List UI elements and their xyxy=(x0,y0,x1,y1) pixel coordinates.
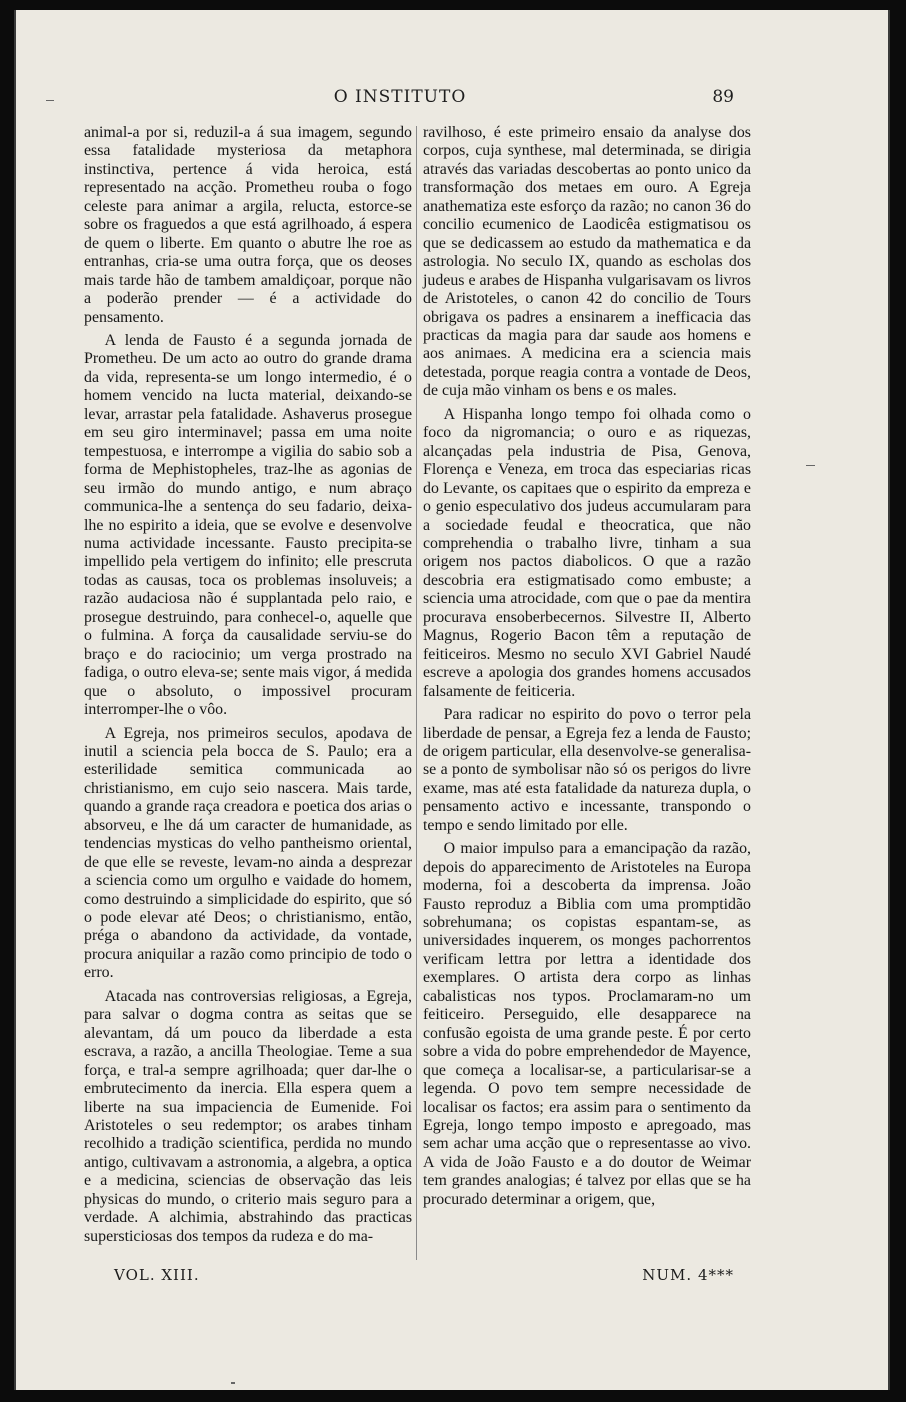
paragraph: O maior impulso para a emancipação da razão, depois do apparecimento de Aristoteles na Europa moderna, foi a descoberta da imprensa. João Fausto reproduz a Biblia com uma promptidão sobrehumana; os copistas espantam-se, as universidades inquerem, os monges pachorrentos verificam lettra por lettra a identidade dos exemplares. O artista dera corpo as linhas cabalisticas nos typos. Proclamaram-no um feiticeiro. Perseguido, elle desapparece na confusão egoista de uma grande peste. É por certo sobre a vida do pobre emprehendedor de Mayence, que começa a localisar-se, a particularisar-se a legenda. O povo tem sempre necessidade de localisar os factos; era assim para o sentimento da Egreja, longo tempo imposto e apregoado, mas sem achar uma acção que o representasse ao vivo. A vida de João Fausto e a do doutor de Weimar tem grandes analogias; é talvez por ellas que se ha procurado determinar a origem, que, xyxy=(423,840,751,1208)
page-number: 89 xyxy=(712,87,734,107)
paragraph: Atacada nas controversias religiosas, a Egreja, para salvar o dogma contra as seitas que se alevantam, dá um pouco da liberdade a esta escrava, a razão, a ancilla Theologiae. Teme a sua força, e tral-a sempre agrilhoada; quer dar-lhe o embrutecimento da inercia. Ella espera quem a liberte na sua impaciencia de Eumenide. Foi Aristoteles o seu redemptor; os arabes tinham recolhido a tradição scientifica, perdida no mundo antigo, cultivavam a astronomia, a algebra, a optica e a medicina, sciencias de observação das leis physicas do mundo, o criterio mais seguro para a verdade. A alchimia, abstrahindo das practicas supersticiosas dos tempos da rudeza e do ma- xyxy=(84,987,412,1245)
scan-mark xyxy=(806,465,815,466)
paragraph: Para radicar no espirito do povo o terror pela liberdade de pensar, a Egreja fez a lenda de Fausto; de origem particular, ella desenvolve-se generalisa-se a ponto de symbolisar não só os perigos do livre exame, mas até esta fatalidade da natureza dupla, o pensamento activo e incessante, transpondo o tempo e sendo limitado por elle. xyxy=(423,706,751,834)
paragraph: ravilhoso, é este primeiro ensaio da analyse dos corpos, cuja synthese, mal determinada, se dirigia através das variadas descobertas ao ponto unico da transformação dos metaes em ouro. A Egreja anathematiza este esforço da razão; no canon 36 do concilio ecumenico de Laodicêa estigmatisou os que se dedicassem ao estudo da mathematica e da astrologia. No seculo IX, quando as escholas dos judeus e arabes de Hispanha vulgarisavam os livros de Aristoteles, o canon 42 do concilio de Tours obrigava os padres a ensinarem a inefficacia das practicas da magia para dar saude aos homens e aos animaes. A medicina era a sciencia mais detestada, porque reagia contra a vontade de Deos, de cuja mão vinham os bens e os males. xyxy=(423,124,751,400)
page-header xyxy=(66,87,734,113)
paragraph: A lenda de Fausto é a segunda jornada de Prometheu. De um acto ao outro do grande drama da vida, representa-se um longo intermedio, é o homem vencido na lucta material, deixando-se levar, arrastar pela fatalidade. Ashaverus prosegue em seu giro interminavel; passa em uma noite tempestuosa, e interrompe a vigilia do sabio sob a forma de Mephistopheles, traz-lhe as agonias de seu irmão do mundo antigo, e num abraço communica-lhe a sentença do seu fadario, deixa-lhe no espirito a ideia, que se evolve e desenvolve numa actividade incessante. Fausto precipita-se impellido pela vertigem do infinito; elle prescruta todas as causas, toca os problemas insoluveis; a razão audaciosa não é supplantada pelo raio, e prosegue destruindo, para conhecel-o, aquelle que o fulmina. A força da causalidade serviu-se do braço e do raciocinio; um verga prostrado na fadiga, o outro eleva-se; sente mais vigor, á medida que o absoluto, o impossivel procuram interromper-lhe o vôo. xyxy=(84,331,412,719)
paragraph: A Egreja, nos primeiros seculos, apodava de inutil a sciencia pela bocca de S. Paulo; era a esterilidade semitica communicada ao christianismo, em cujo seio nascera. Mais tarde, quando a grande raça creadora e poetica dos arias o absorveu, e lhe dá um caracter de humanidade, as tendencias mysticas do velho pantheismo oriental, de que elle se reveste, levam-no ainda a desprezar a sciencia como um orgulho e vaidade do homem, como destruindo a simplicidade do espirito, que só o pode elevar até Deos; o christianismo, então, prégа o abandono da actividade, da vontade, procura aniquilar a razão como principio de todo o erro. xyxy=(84,724,412,982)
left-column xyxy=(84,124,412,1251)
scan-mark xyxy=(46,100,54,101)
number-label: NUM. 4*** xyxy=(642,1266,734,1284)
column-rule xyxy=(416,126,417,1260)
paragraph: animal-a por si, reduzil-a á sua imagem, segundo essa fatalidade mysteriosa da metaphora instinctiva, pertence á vida heroica, está representado na acção. Prometheu rouba o fogo celeste para animar a argila, relucta, estorce-se sobre os fraguedos a que está agrilhoado, á espera de quem o liberte. Em quanto o abutre lhe roe as entranhas, cria-se uma outra força, que os deoses mais tarde hão de tambem amaldiçoar, porque não a poderão prender — é a actividade do pensamento. xyxy=(84,124,412,326)
right-column xyxy=(423,124,751,1214)
volume-label: VOL. XIII. xyxy=(114,1266,200,1284)
scan-mark xyxy=(231,1382,235,1384)
running-title: O INSTITUTO xyxy=(333,87,467,107)
paragraph: A Hispanha longo tempo foi olhada como o foco da nigromancia; o ouro e as riquezas, alcançadas pela industria de Pisa, Genova, Florença e Veneza, em troca das especiarias ricas do Levante, os capitaes que o espirito da empreza e o genio especulativo dos judeus accumularam para a sociedade feudal e theocratica, que não comprehendia o trabalho livre, tinham a sua origem nos pactos diabolicos. O que a razão descobria era estigmatisado como embuste; a sciencia uma atrocidade, com que o pae da mentira procurava ensoberbecernos. Silvestre II, Alberto Magnus, Rogerio Bacon têm a reputação de feiticeiros. Mesmo no seculo XVI Gabriel Naudé escreve a apologia dos grandes homens accusados falsamente de feiticeria. xyxy=(423,405,751,700)
